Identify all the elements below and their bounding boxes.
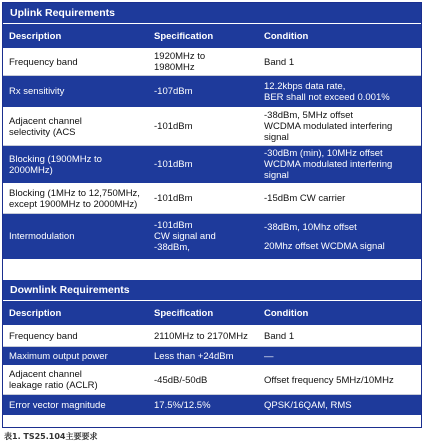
table-row bbox=[3, 49, 421, 76]
cell-description bbox=[3, 146, 148, 184]
table-caption: 表1. TS25.104主要要求 bbox=[4, 432, 98, 441]
cell-text: Adjacent channel bbox=[9, 369, 82, 380]
uplink-section-title: Uplink Requirements bbox=[3, 3, 421, 24]
table-row bbox=[3, 184, 421, 214]
table-row bbox=[3, 146, 421, 184]
cell-description bbox=[3, 184, 148, 214]
cell-specification bbox=[148, 214, 258, 260]
cell-text: Intermodulation bbox=[9, 231, 75, 242]
cell-text: Blocking (1MHz to 12,750MHz, bbox=[9, 187, 140, 199]
cell-description bbox=[3, 76, 148, 108]
cell-text: -101dBm bbox=[154, 193, 193, 204]
cell-text: Frequency band bbox=[9, 330, 78, 342]
cell-text: CW signal and -38dBm, bbox=[154, 231, 216, 253]
downlink-section-title: Downlink Requirements bbox=[3, 280, 421, 301]
downlink-header-row bbox=[3, 301, 421, 326]
cell-text: -15dBm CW carrier bbox=[264, 193, 346, 204]
cell-text: 1980MHz bbox=[154, 62, 195, 73]
cell-text: Offset frequency 5MHz/10MHz bbox=[264, 374, 394, 386]
cell-text: 2000MHz) bbox=[9, 164, 53, 176]
section-gap bbox=[3, 260, 421, 280]
cell-condition bbox=[258, 347, 421, 366]
cell-text: -38dBm, 10Mhz offset bbox=[264, 221, 357, 233]
cell-text: Rx sensitivity bbox=[9, 86, 65, 97]
downlink-header-condition: Condition bbox=[258, 301, 421, 326]
cell-text: -38dBm, 5MHz offset bbox=[264, 110, 354, 121]
cell-text: Maximum output power bbox=[9, 350, 108, 362]
table-row bbox=[3, 76, 421, 108]
cell-text: 1920MHz to bbox=[154, 51, 206, 62]
cell-specification bbox=[148, 366, 258, 395]
cell-specification bbox=[148, 184, 258, 214]
requirements-table-frame bbox=[2, 2, 422, 428]
cell-text: Adjacent channel bbox=[9, 115, 82, 127]
cell-text: -101dBm bbox=[154, 121, 193, 132]
uplink-header-specification: Specification bbox=[148, 24, 258, 49]
cell-text: leakage ratio (ACLR) bbox=[9, 380, 98, 391]
cell-text: -30dBm (min), 10MHz offset bbox=[264, 148, 383, 159]
cell-text: 12.2kbps data rate, bbox=[264, 80, 346, 92]
uplink-table bbox=[3, 24, 421, 260]
cell-text: selectivity (ACS bbox=[9, 126, 76, 138]
cell-specification bbox=[148, 108, 258, 146]
cell-text: -101dBm bbox=[154, 159, 193, 170]
cell-condition bbox=[258, 146, 421, 184]
cell-condition bbox=[258, 184, 421, 214]
cell-text: — bbox=[264, 350, 274, 362]
table-row bbox=[3, 326, 421, 347]
cell-specification bbox=[148, 395, 258, 416]
downlink-table bbox=[3, 301, 421, 416]
cell-text: QPSK/16QAM, RMS bbox=[264, 399, 352, 411]
cell-text: Band 1 bbox=[264, 330, 295, 342]
uplink-header-description: Description bbox=[3, 24, 148, 49]
cell-condition bbox=[258, 49, 421, 76]
cell-description bbox=[3, 366, 148, 395]
cell-text: -101dBm bbox=[154, 220, 193, 231]
cell-condition bbox=[258, 326, 421, 347]
cell-text: Band 1 bbox=[264, 56, 295, 68]
cell-text: 20Mhz offset WCDMA signal bbox=[264, 240, 385, 252]
cell-specification bbox=[148, 146, 258, 184]
cell-description bbox=[3, 347, 148, 366]
cell-text: 2110MHz to 2170MHz bbox=[154, 330, 248, 342]
cell-text: -45dB/-50dB bbox=[154, 374, 208, 386]
cell-text: Error vector magnitude bbox=[9, 399, 106, 411]
table-row bbox=[3, 214, 421, 260]
cell-specification bbox=[148, 326, 258, 347]
cell-condition bbox=[258, 366, 421, 395]
cell-description bbox=[3, 395, 148, 416]
table-row bbox=[3, 347, 421, 366]
cell-specification bbox=[148, 76, 258, 108]
cell-text: Blocking (1900MHz to bbox=[9, 153, 102, 165]
cell-text: Frequency band bbox=[9, 56, 78, 68]
cell-specification bbox=[148, 49, 258, 76]
cell-text: except 1900MHz to 2000MHz) bbox=[9, 198, 138, 210]
cell-description bbox=[3, 108, 148, 146]
cell-text: -107dBm bbox=[154, 86, 193, 97]
cell-text: 17.5%/12.5% bbox=[154, 399, 211, 411]
cell-description bbox=[3, 326, 148, 347]
cell-description bbox=[3, 49, 148, 76]
uplink-header-row bbox=[3, 24, 421, 49]
cell-text: BER shall not exceed 0.001% bbox=[264, 91, 390, 103]
cell-description bbox=[3, 214, 148, 260]
cell-condition bbox=[258, 108, 421, 146]
uplink-header-condition: Condition bbox=[258, 24, 421, 49]
table-row bbox=[3, 395, 421, 416]
cell-condition bbox=[258, 395, 421, 416]
cell-specification bbox=[148, 347, 258, 366]
cell-condition bbox=[258, 214, 421, 260]
table-row bbox=[3, 108, 421, 146]
cell-condition bbox=[258, 76, 421, 108]
downlink-header-specification: Specification bbox=[148, 301, 258, 326]
cell-text: WCDMA modulated interfering signal bbox=[264, 159, 393, 181]
cell-text: WCDMA modulated interfering signal bbox=[264, 121, 393, 143]
cell-text: Less than +24dBm bbox=[154, 350, 234, 362]
downlink-header-description: Description bbox=[3, 301, 148, 326]
table-row bbox=[3, 366, 421, 395]
